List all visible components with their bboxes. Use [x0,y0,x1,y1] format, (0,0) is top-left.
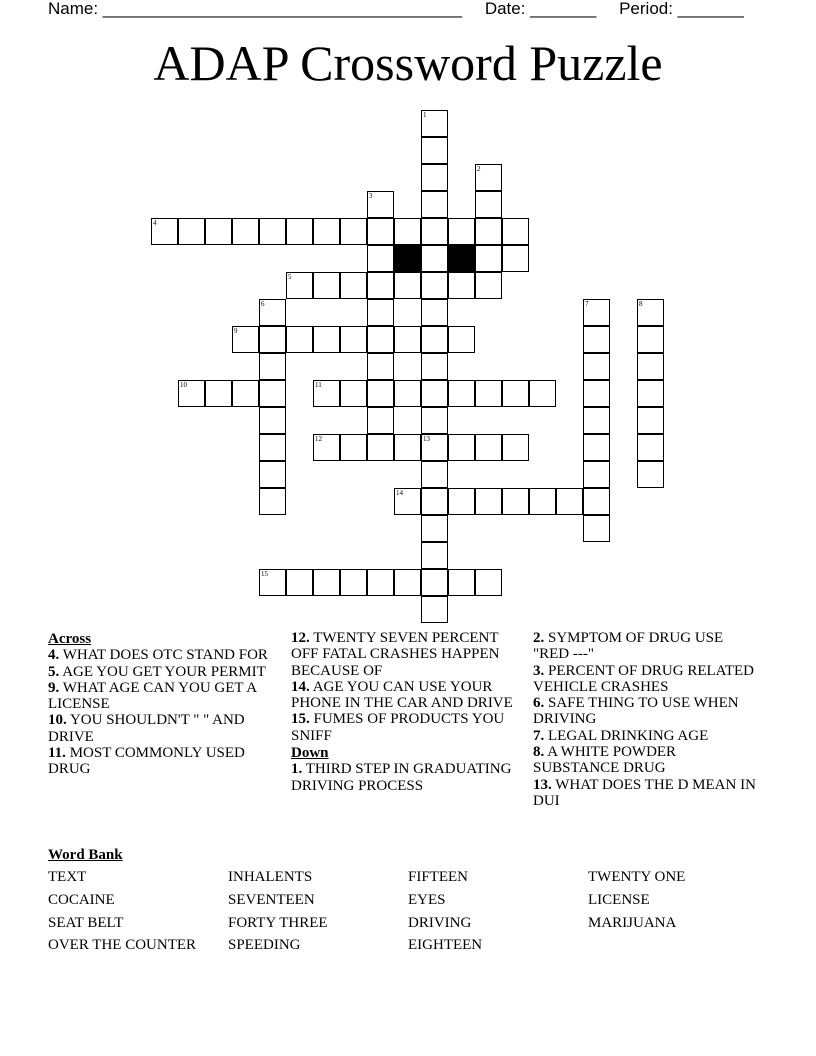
grid-cell[interactable] [205,380,232,407]
grid-block [394,245,421,272]
word-bank-item: TWENTY ONE [588,869,686,885]
word-bank-item: FIFTEEN [408,869,468,885]
grid-cell[interactable] [502,218,529,245]
clue-number: 10 [180,381,187,389]
word-bank-item: EIGHTEEN [408,937,483,953]
grid-cell[interactable] [313,434,340,461]
grid-cell[interactable] [367,434,394,461]
grid-cell[interactable] [367,569,394,596]
down-heading: Down [291,745,329,762]
grid-cell[interactable] [556,488,583,515]
grid-cell[interactable] [340,380,367,407]
grid-cell[interactable] [394,488,421,515]
grid-cell[interactable] [421,434,448,461]
grid-cell[interactable] [340,434,367,461]
date-field[interactable]: Date: _______ [484,0,597,18]
clue-number: 7 [585,300,589,308]
clue-down-2: 2. SYMPTOM OF DRUG USE "RED ---" [533,630,724,663]
word-bank-item: INHALENTS [228,869,313,885]
grid-cell[interactable] [394,272,421,299]
word-bank-item: SPEEDING [228,937,301,953]
grid-cell[interactable] [340,569,367,596]
grid-cell[interactable] [448,488,475,515]
grid-cell[interactable] [475,488,502,515]
word-bank-item: COCAINE [48,892,115,908]
clue-across-14: 14. AGE YOU CAN USE YOUR PHONE IN THE CAR AND DRIVE [291,678,513,712]
grid-cell[interactable] [421,596,448,623]
grid-cell[interactable] [259,569,286,596]
grid-cell[interactable] [637,380,664,407]
grid-cell[interactable] [421,164,448,191]
grid-cell[interactable] [421,488,448,515]
word-bank-column-3 [408,868,482,954]
word-bank-title: Word Bank [48,847,123,863]
grid-cell[interactable] [286,569,313,596]
clue-number: 8 [639,300,643,308]
grid-cell[interactable] [475,245,502,272]
grid-cell[interactable] [232,218,259,245]
grid-cell[interactable] [259,407,286,434]
grid-cell[interactable] [421,353,448,380]
word-bank-column-4 [588,868,685,932]
clue-number: 9 [234,327,238,335]
clue-number: 11 [315,381,322,389]
grid-cell[interactable] [367,407,394,434]
grid-cell[interactable] [529,488,556,515]
grid-cell[interactable] [583,326,610,353]
clue-across-10: 10. YOU SHOULDN'T " " AND DRIVE [48,712,245,745]
grid-cell[interactable] [583,299,610,326]
grid-cell[interactable] [475,164,502,191]
grid-cell[interactable] [313,218,340,245]
grid-cell[interactable] [259,434,286,461]
grid-cell[interactable] [421,137,448,164]
grid-cell[interactable] [421,218,448,245]
grid-cell[interactable] [286,218,313,245]
word-bank-item: DRIVING [408,915,472,931]
grid-cell[interactable] [340,326,367,353]
grid-cell[interactable] [421,380,448,407]
clue-down-13: 13. WHAT DOES THE D MEAN IN DUI [533,776,756,809]
grid-cell[interactable] [421,272,448,299]
clue-down-7: 7. LEGAL DRINKING AGE [533,727,709,744]
clue-down-6: 6. SAFE THING TO USE WHEN DRIVING [533,695,739,728]
grid-cell[interactable] [583,488,610,515]
word-bank-item: TEXT [48,869,87,885]
grid-cell[interactable] [448,272,475,299]
grid-cell[interactable] [475,569,502,596]
grid-cell[interactable] [421,515,448,542]
grid-cell[interactable] [313,272,340,299]
grid-cell[interactable] [259,461,286,488]
grid-cell[interactable] [448,326,475,353]
grid-cell[interactable] [259,218,286,245]
grid-cell[interactable] [259,299,286,326]
word-bank-column-2 [228,868,328,954]
grid-cell[interactable] [502,434,529,461]
grid-cell[interactable] [367,299,394,326]
grid-cell[interactable] [313,380,340,407]
grid-cell[interactable] [421,542,448,569]
grid-cell[interactable] [583,353,610,380]
word-bank-column-1 [48,868,196,954]
clue-down-8: 8. A WHITE POWDER SUBSTANCE DRUG [533,744,677,777]
grid-cell[interactable] [583,380,610,407]
word-bank-item: SEAT BELT [48,915,124,931]
period-field[interactable]: Period: _______ [619,0,744,18]
clue-across-11: 11. MOST COMMONLY USED DRUG [48,745,245,778]
grid-cell[interactable] [475,272,502,299]
grid-cell[interactable] [421,407,448,434]
grid-cell[interactable] [286,326,313,353]
clue-across-5: 5. AGE YOU GET YOUR PERMIT [48,663,266,680]
grid-cell[interactable] [151,218,178,245]
grid-cell[interactable] [421,245,448,272]
grid-cell[interactable] [313,569,340,596]
grid-cell[interactable] [394,569,421,596]
clues-column-3 [533,630,763,809]
grid-cell[interactable] [475,218,502,245]
grid-cell[interactable] [637,353,664,380]
clue-across-4: 4. WHAT DOES OTC STAND FOR [48,647,268,664]
grid-cell[interactable] [637,461,664,488]
grid-cell[interactable] [286,272,313,299]
clue-number: 13 [423,435,430,443]
word-bank-item: EYES [408,892,446,908]
grid-cell[interactable] [367,380,394,407]
grid-cell[interactable] [394,326,421,353]
grid-cell[interactable] [340,218,367,245]
clue-number: 2 [477,165,481,173]
grid-cell[interactable] [421,191,448,218]
grid-cell[interactable] [313,326,340,353]
grid-block [448,245,475,272]
grid-cell[interactable] [475,191,502,218]
grid-cell[interactable] [637,434,664,461]
grid-cell[interactable] [367,218,394,245]
across-heading: Across [48,631,92,647]
clue-number: 14 [396,489,403,497]
grid-cell[interactable] [178,218,205,245]
grid-cell[interactable] [421,569,448,596]
clue-number: 3 [369,192,373,200]
grid-cell[interactable] [421,299,448,326]
grid-cell[interactable] [502,488,529,515]
clue-number: 12 [315,435,322,443]
grid-cell[interactable] [340,272,367,299]
clue-down-1: 1. THIRD STEP IN GRADUATING DRIVING PROCESS [291,761,512,794]
grid-cell[interactable] [367,326,394,353]
grid-cell[interactable] [583,434,610,461]
grid-cell[interactable] [502,245,529,272]
clue-number: 5 [288,273,292,281]
grid-cell[interactable] [637,407,664,434]
grid-cell[interactable] [259,353,286,380]
grid-cell[interactable] [394,434,421,461]
word-bank-item: OVER THE COUNTER [48,937,197,953]
grid-cell[interactable] [421,461,448,488]
page-title: ADAP Crossword Puzzle [153,35,663,91]
clue-number: 4 [153,219,157,227]
clue-across-9: 9. WHAT AGE CAN YOU GET A LICENSE [48,679,257,713]
clue-down-3: 3. PERCENT OF DRUG RELATED VEHICLE CRASHES [533,662,754,695]
grid-cell[interactable] [448,569,475,596]
grid-cell[interactable] [637,299,664,326]
grid-cell[interactable] [475,380,502,407]
grid-cell[interactable] [367,245,394,272]
grid-cell[interactable] [394,218,421,245]
grid-cell[interactable] [448,218,475,245]
grid-cell[interactable] [448,434,475,461]
grid-cell[interactable] [205,218,232,245]
grid-cell[interactable] [421,326,448,353]
grid-cell[interactable] [367,353,394,380]
grid-cell[interactable] [583,461,610,488]
grid-cell[interactable] [583,407,610,434]
grid-cell[interactable] [367,272,394,299]
clue-number: 1 [423,111,427,119]
word-bank-item: LICENSE [588,892,650,908]
grid-cell[interactable] [475,434,502,461]
grid-cell[interactable] [421,110,448,137]
grid-cell[interactable] [448,380,475,407]
clue-across-15: 15. FUMES OF PRODUCTS YOU SNIFF [291,711,505,744]
word-bank-item: FORTY THREE [228,915,328,931]
word-bank-item: MARIJUANA [588,915,677,931]
clue-across-12: 12. TWENTY SEVEN PERCENT OFF FATAL CRASHES HAPPEN BECAUSE OF [291,630,500,679]
clue-number: 15 [261,570,268,578]
clue-number: 6 [261,300,265,308]
grid-cell[interactable] [178,380,205,407]
clues-column-1 [48,630,268,778]
grid-cell[interactable] [259,488,286,515]
grid-cell[interactable] [637,326,664,353]
grid-cell[interactable] [232,380,259,407]
grid-cell[interactable] [394,380,421,407]
grid-cell[interactable] [259,326,286,353]
grid-cell[interactable] [259,380,286,407]
student-info-header [48,0,748,18]
word-bank-item: SEVENTEEN [228,892,315,908]
grid-cell[interactable] [529,380,556,407]
grid-cell[interactable] [232,326,259,353]
name-field[interactable]: Name: ______________________________________ [48,0,463,18]
grid-cell[interactable] [502,380,529,407]
grid-cell[interactable] [583,515,610,542]
clues-column-2 [291,630,519,794]
grid-cell[interactable] [367,191,394,218]
